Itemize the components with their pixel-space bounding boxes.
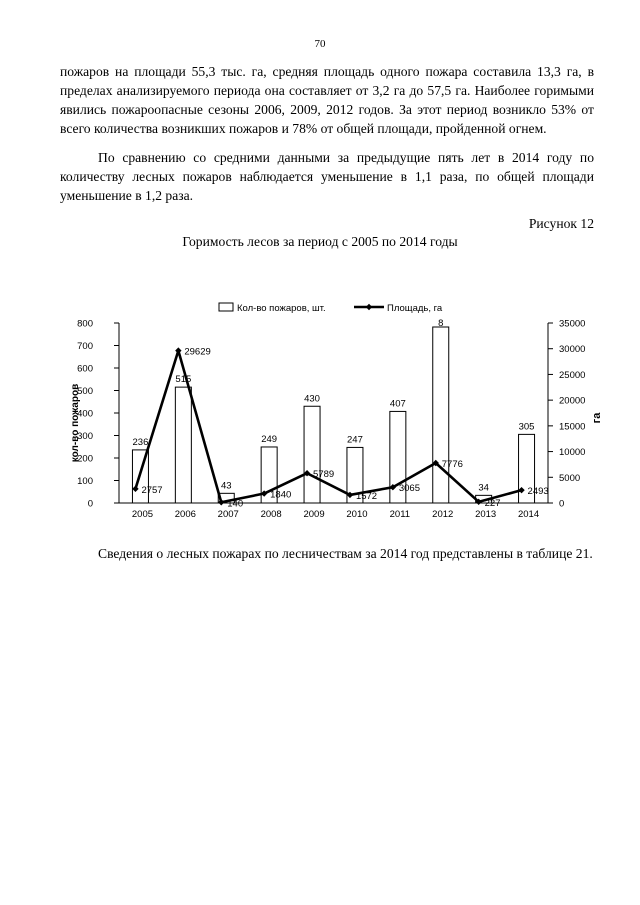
x-tick-label: 2009 xyxy=(303,509,325,520)
line-value-label: 227 xyxy=(484,497,501,509)
bar xyxy=(304,406,320,503)
x-tick-label: 2008 xyxy=(260,509,282,520)
legend-bar-swatch xyxy=(219,303,233,311)
legend-bar-label: Кол-во пожаров, шт. xyxy=(237,303,326,314)
figure-label: Рисунок 12 xyxy=(528,216,594,231)
line-value-label: 140 xyxy=(227,498,244,510)
y-tick-label: 100 xyxy=(77,476,93,487)
line-value-label: 2493 xyxy=(527,486,549,498)
y2-tick-label: 10000 xyxy=(559,447,586,459)
bar-value-label: 515 xyxy=(175,374,192,386)
x-tick-label: 2012 xyxy=(432,509,454,520)
paragraph-table-ref: Сведения о лесных пожарах по лесничествам за 2014 год представлены в таблице 21. xyxy=(98,546,593,561)
y2-tick-label: 30000 xyxy=(559,344,586,356)
y-tick-label: 500 xyxy=(77,386,93,397)
y2-axis-title: га xyxy=(591,412,603,424)
y-tick-label: 400 xyxy=(77,408,93,420)
line-value-label: 3065 xyxy=(398,483,420,495)
x-tick-label: 2010 xyxy=(346,509,368,520)
y-tick-label: 700 xyxy=(77,341,93,352)
line-value-label: 1840 xyxy=(270,489,292,501)
bar-value-label: 34 xyxy=(478,482,489,494)
page-number: 70 xyxy=(314,38,326,50)
x-tick-label: 2013 xyxy=(475,509,497,520)
y2-tick-label: 35000 xyxy=(559,318,586,330)
legend-line-marker xyxy=(366,304,372,310)
paragraph-comparison: По сравнению со средними данными за предыдущие пять лет в 2014 году по количеству лесных пожаров наблюдается уменьшение в 1,1 раза, по общей площади уменьшение в 1,2 раза. xyxy=(60,150,594,203)
bar-value-label: 8 xyxy=(438,318,444,329)
bar-value-label: 249 xyxy=(261,433,278,445)
bar-value-label: 430 xyxy=(304,393,320,405)
y2-tick-label: 0 xyxy=(559,498,565,510)
bar-value-label: 305 xyxy=(518,421,535,433)
bar-value-label: 236 xyxy=(132,436,149,448)
x-tick-label: 2007 xyxy=(217,509,239,520)
y2-tick-label: 20000 xyxy=(559,395,586,407)
y2-tick-label: 5000 xyxy=(559,472,581,484)
fire-chart xyxy=(0,290,640,530)
line-value-label: 2757 xyxy=(141,484,163,496)
line-value-label: 29629 xyxy=(184,346,211,358)
x-tick-label: 2014 xyxy=(517,509,540,520)
line-value-label: 7776 xyxy=(441,459,463,471)
line-point xyxy=(175,347,181,353)
y-tick-label: 800 xyxy=(77,318,93,330)
bar-value-label: 247 xyxy=(347,434,363,446)
y-tick-label: 600 xyxy=(77,363,93,375)
bar xyxy=(175,387,191,503)
paragraph-intro: пожаров на площади 55,3 тыс. га, средняя площадь одного пожара составила 13,3 га, в пределах анализируемого периода она составляет от 3,2 га до 57,5 га. Наиболее горимыми явились пожароопасные сезоны 2006, 2009, 2012 годов. За этот период возникло 53% от всего количества возникших пожаров и 78% от общей площади, пройденной огнем. xyxy=(60,64,594,136)
chart-title: Горимость лесов за период с 2005 по 2014 годы xyxy=(182,234,458,249)
y-tick-label: 300 xyxy=(77,431,93,442)
y2-tick-label: 25000 xyxy=(559,369,586,381)
y2-tick-label: 15000 xyxy=(559,421,586,433)
y-tick-label: 200 xyxy=(77,453,93,465)
x-tick-label: 2005 xyxy=(131,509,154,520)
bar-value-label: 43 xyxy=(220,480,232,492)
line-value-label: 5789 xyxy=(313,469,335,481)
legend-line-label: Площадь, га xyxy=(387,303,443,314)
x-tick-label: 2011 xyxy=(389,509,411,520)
bar xyxy=(433,327,449,503)
bar-value-label: 407 xyxy=(389,398,406,410)
x-tick-label: 2006 xyxy=(174,509,196,520)
line-value-label: 1572 xyxy=(355,490,378,502)
y-tick-label: 0 xyxy=(87,498,93,510)
y-axis-title: кол-во пожаров xyxy=(70,383,81,463)
